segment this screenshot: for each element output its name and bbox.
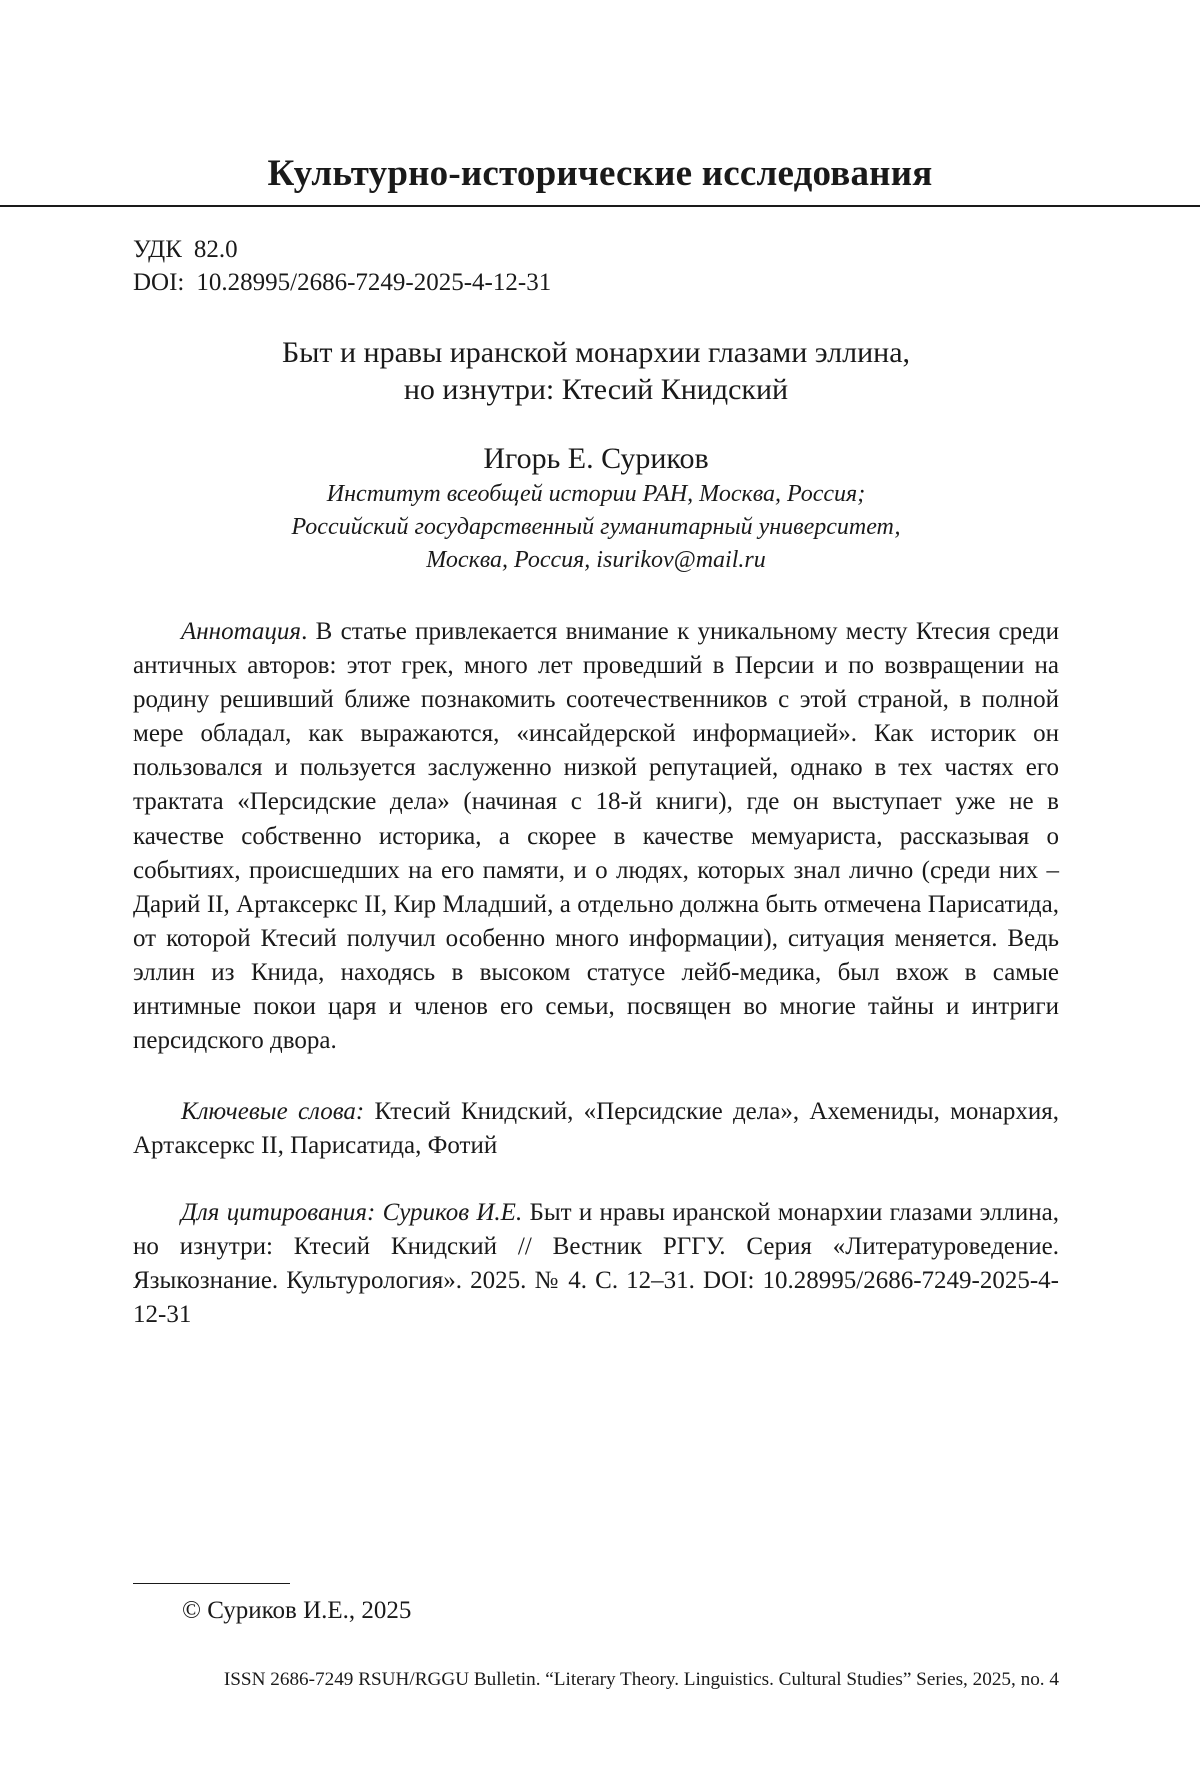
section-title: Культурно-исторические исследования — [0, 152, 1200, 195]
citation-label: Для цитирования: Суриков И.Е. — [181, 1199, 522, 1226]
article-title — [133, 334, 1059, 408]
keywords-paragraph — [133, 1095, 1059, 1163]
author-block — [133, 440, 1059, 577]
running-footer: ISSN 2686-7249 RSUH/RGGU Bulletin. “Literary Theory. Linguistics. Cultural Studies” Series, 2025, no. 4 — [133, 1668, 1059, 1692]
abstract-label: Аннотация — [181, 618, 301, 645]
affiliation-line-1: Институт всеобщей истории РАН, Москва, Россия; — [133, 478, 1059, 511]
author-name: Игорь Е. Суриков — [133, 440, 1059, 478]
affiliation-line-3: Москва, Россия, isurikov@mail.ru — [133, 544, 1059, 577]
doi-value: 10.28995/2686-7249-2025-4-12-31 — [196, 266, 551, 299]
journal-page — [0, 0, 1200, 1780]
udk-value: 82.0 — [194, 233, 238, 266]
udk-row — [133, 233, 551, 266]
article-title-line-1: Быт и нравы иранской монархии глазами эллина, — [133, 334, 1059, 371]
abstract-text: . В статье привлекается внимание к уникальному месту Ктесия среди античных авторов: этот грек, много лет проведший в Персии и по возвращении на родину решивший ближе познакомить соотечественников с этой страной, в полной мере обладал, как выражаются, «инсайдерской информацией». Как историк он пользовался и пользуется заслуженно низкой репутацией, однако в тех частях его трактата «Персидские дела» (начиная с 18-й книги), где он выступает уже не в качестве собственно историка, а скорее в качестве мемуариста, рассказывая о событиях, происшедших на его памяти, и о людях, которых знал лично (среди них – Дарий II, Артаксеркс II, Кир Младший, а отдельно должна быть отмечена Парисатида, от которой Ктесий получил особенно много информации), ситуация меняется. Ведь эллин из Книда, находясь в высоком статусе лейб-медика, был вхож в самые интимные покои царя и членов его семьи, посвящен во многие тайны и интриги персидского двора. — [133, 618, 1059, 1054]
copyright-footnote: © Суриков И.Е., 2025 — [182, 1594, 411, 1628]
section-title-rule — [0, 205, 1200, 207]
footnote-rule — [133, 1583, 290, 1584]
article-title-line-2: но изнутри: Ктесий Книдский — [133, 371, 1059, 408]
doi-row — [133, 266, 551, 299]
affiliation-line-2: Российский государственный гуманитарный университет, — [133, 511, 1059, 544]
article-metadata — [133, 233, 551, 299]
keywords-label: Ключевые слова: — [181, 1098, 364, 1125]
citation-text: Быт и нравы иранской монархии глазами эллина, но изнутри: Ктесий Книдский // Вестник РГГУ. Серия «Литературоведение. Языкознание. Культурология». 2025. № 4. С. 12–31. DOI: 10.28995/2686-7249-2025-4-12-31 — [133, 1199, 1059, 1328]
abstract-paragraph — [133, 615, 1059, 1058]
citation-paragraph — [133, 1196, 1059, 1332]
keywords-text: Ктесий Книдский, «Персидские дела», Ахемениды, монархия, Артаксеркс II, Парисатида, Фотий — [133, 1098, 1059, 1159]
doi-label: DOI: — [133, 266, 184, 299]
udk-label: УДК — [133, 233, 182, 266]
